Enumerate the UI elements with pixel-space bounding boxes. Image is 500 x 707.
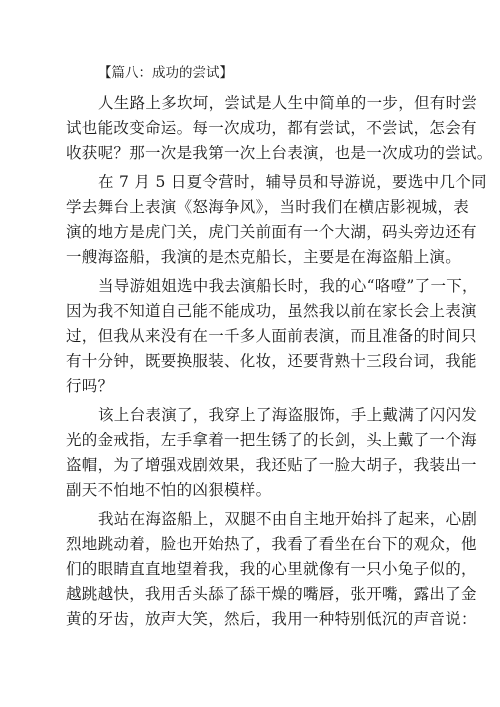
article-heading: 【篇八：成功的尝试】 bbox=[98, 65, 233, 81]
text-line: 有十分钟，既要换服装、化妆，还要背熟十三段台词，我能 bbox=[66, 352, 477, 370]
text-line: 越跳越快，我用舌头舔了舔干燥的嘴唇，张开嘴，露出了金 bbox=[66, 585, 477, 603]
text-line: 因为我不知道自己能不能成功，虽然我以前在家长会上表演 bbox=[66, 302, 477, 320]
text-line: 行吗？ bbox=[66, 377, 114, 395]
text-line: 人生路上多坎坷，尝试是人生中简单的一步，但有时尝 bbox=[98, 94, 478, 112]
text-line: 当导游姐姐选中我去演船长时，我的心“咯噔”了一下， bbox=[98, 277, 478, 295]
text-line: 过，但我从来没有在一千多人面前表演，而且准备的时间只 bbox=[66, 327, 477, 345]
text-line: 在 7 月 5 日夏令营时，辅导员和导游说，要选中几个同 bbox=[98, 173, 487, 191]
text-line: 黄的牙齿，放声大笑，然后，我用一种特别低沉的声音说： bbox=[66, 610, 477, 628]
text-line: 学去舞台上表演《怒海争风》，当时我们在横店影视城，表 bbox=[66, 198, 470, 216]
text-line: 烈地跳动着，脸也开始热了，我看了看坐在台下的观众，他 bbox=[66, 535, 477, 553]
text-line: 们的眼睛直直地望着我，我的心里就像有一只小兔子似的， bbox=[66, 560, 477, 578]
text-line: 试也能改变命运。每一次成功，都有尝试，不尝试，怎会有 bbox=[66, 119, 477, 137]
text-line: 副天不怕地不怕的凶狠模样。 bbox=[66, 481, 272, 499]
text-line: 演的地方是虎门关，虎门关前面有一个大湖，码头旁边还有 bbox=[66, 223, 477, 241]
text-line: 光的金戒指，左手拿着一把生锈了的长剑，头上戴了一个海 bbox=[66, 431, 477, 449]
text-line: 收获呢？那一次是我第一次上台表演，也是一次成功的尝试。 bbox=[66, 144, 493, 162]
text-line: 我站在海盗船上，双腿不由自主地开始抖了起来，心剧 bbox=[98, 510, 478, 528]
text-line: 一艘海盗船，我演的是杰克船长，主要是在海盗船上演。 bbox=[66, 248, 462, 266]
text-line: 盗帽，为了增强戏剧效果，我还贴了一脸大胡子，我装出一 bbox=[66, 456, 477, 474]
text-line: 该上台表演了，我穿上了海盗服饰，手上戴满了闪闪发 bbox=[98, 406, 478, 424]
